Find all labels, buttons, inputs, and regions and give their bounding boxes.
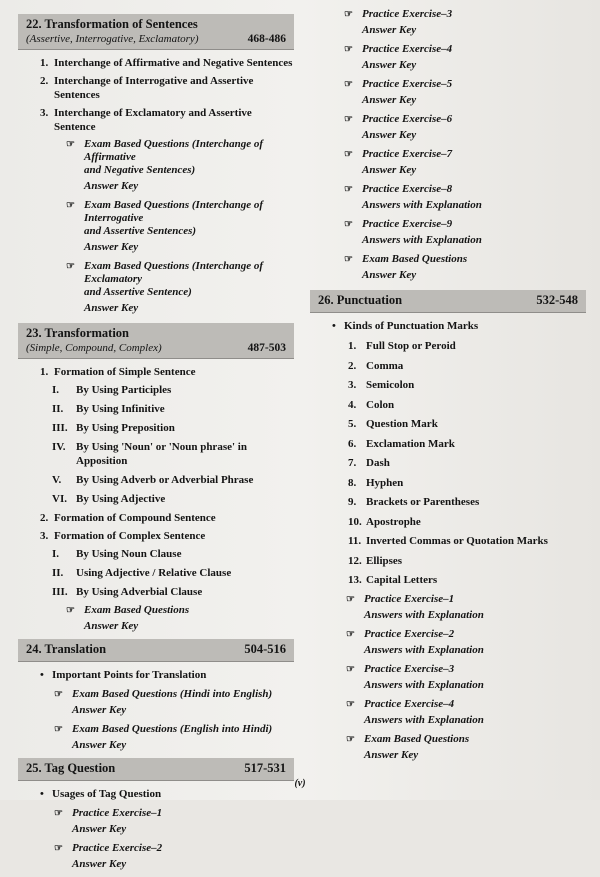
section-26-title: 26. Punctuation: [318, 293, 403, 307]
pointing-hand-icon: ☞: [66, 200, 75, 211]
section-22-list: [40, 56, 294, 315]
exercise-entry: ☞ Practice Exercise–9: [344, 218, 453, 230]
section-23-title: 23. Transformation: [26, 326, 130, 340]
pointing-hand-icon: ☞: [66, 261, 75, 272]
answer-key: Answers with Explanation: [364, 608, 484, 621]
pointing-hand-icon: ☞: [346, 698, 355, 710]
sub-list-item: I. By Using Noun Clause: [52, 548, 182, 560]
exercise-entry: ☞ Exam Based Questions: [344, 253, 468, 265]
list-item: 4. Colon: [348, 398, 395, 411]
bullet-item: • Usages of Tag Question: [40, 788, 162, 800]
exercise-entry: ☞ Exam Based Questions (Hindi into English): [54, 688, 273, 700]
section-23-pages: 487-503: [247, 342, 286, 354]
pointing-hand-icon: ☞: [54, 808, 63, 819]
pointing-hand-icon: ☞: [66, 605, 75, 616]
sub-list-item: I. By Using Participles: [52, 384, 172, 396]
pointing-hand-icon: ☞: [344, 79, 353, 90]
answer-key: Answers with Explanation: [362, 234, 482, 246]
list-item: 9. Brackets or Parentheses: [348, 496, 480, 508]
section-26-pages: 532-548: [536, 293, 578, 307]
exercise-entry: ☞ Exam Based Questions (Interchange of Interrogative and Assertive Sentences): [66, 199, 264, 237]
answer-key: Answer Key: [362, 129, 417, 141]
pointing-hand-icon: ☞: [344, 184, 353, 195]
exercise-entry: ☞ Practice Exercise–8: [344, 183, 453, 195]
exercise-entry: ☞ Exam Based Questions (Interchange of Affirmative and Negative Sentences): [66, 138, 264, 176]
pointing-hand-icon: ☞: [344, 149, 353, 160]
continued-exercises: [344, 8, 586, 282]
answer-key: Answers with Explanation: [364, 678, 484, 691]
exercise-entry: ☞ Practice Exercise–3: [344, 8, 453, 20]
pointing-hand-icon: ☞: [346, 628, 355, 640]
list-item: 1. Formation of Simple Sentence: [40, 366, 196, 378]
sub-list-item: V. By Using Adverb or Adverbial Phrase: [52, 474, 254, 486]
section-25-list: [40, 787, 294, 871]
exercise-entry: ☞ Practice Exercise–2: [54, 842, 163, 854]
section-23-list: [40, 365, 294, 633]
section-23-header: [18, 323, 294, 359]
section-22-header: [18, 14, 294, 50]
answer-key: Answers with Explanation: [364, 643, 484, 656]
pointing-hand-icon: ☞: [66, 139, 75, 150]
pointing-hand-icon: ☞: [346, 663, 355, 675]
pointing-hand-icon: ☞: [344, 9, 353, 20]
answer-key: Answer Key: [362, 94, 417, 106]
sub-list-item: II. By Using Infinitive: [52, 403, 165, 415]
list-item: 1. Interchange of Affirmative and Negative Sentences: [40, 57, 293, 69]
section-22-subtitle: (Assertive, Interrogative, Exclamatory): [26, 33, 199, 45]
section-23-subtitle: (Simple, Compound, Complex): [26, 342, 162, 354]
exercise-entry: ☞ Exam Based Questions: [346, 732, 470, 745]
answer-key: Answer Key: [72, 704, 127, 716]
sub-list-item: IV. By Using 'Noun' or 'Noun phrase' in Apposition: [52, 441, 247, 467]
exercise-entry: ☞ Exam Based Questions (English into Hindi): [54, 723, 273, 735]
list-item: 2. Interchange of Interrogative and Assertive Sentences: [40, 75, 254, 101]
exercise-entry: ☞ Practice Exercise–5: [344, 78, 453, 90]
sub-list-item: VI. By Using Adjective: [52, 493, 166, 505]
sub-list-item: II. Using Adjective / Relative Clause: [52, 567, 232, 579]
pointing-hand-icon: ☞: [344, 254, 353, 265]
list-item: 10. Apostrophe: [348, 515, 421, 528]
sub-list-item: III. By Using Preposition: [52, 422, 175, 434]
list-item: 8. Hyphen: [348, 476, 404, 489]
exercise-entry: ☞ Exam Based Questions (Interchange of Exclamatory and Assertive Sentence): [66, 260, 264, 298]
answer-key: Answer Key: [84, 302, 139, 314]
section-22-title: 22. Transformation of Sentences: [26, 17, 198, 31]
answer-key: Answer Key: [362, 269, 417, 281]
list-item: 2. Comma: [348, 359, 404, 372]
section-24-header: [18, 639, 294, 662]
section-25-title: 25. Tag Question: [26, 761, 116, 775]
exercise-entry: ☞ Practice Exercise–4: [344, 43, 453, 55]
exercise-entry: ☞ Practice Exercise–4: [346, 697, 455, 710]
answer-key: Answers with Explanation: [364, 713, 484, 726]
answer-key: Answer Key: [72, 858, 127, 870]
answer-key: Answer Key: [362, 24, 417, 36]
pointing-hand-icon: ☞: [346, 593, 355, 605]
answer-key: Answer Key: [72, 739, 127, 751]
exercise-entry: ☞ Practice Exercise–1: [54, 807, 163, 819]
section-26-header: [310, 290, 586, 313]
list-item: 2. Formation of Compound Sentence: [40, 512, 216, 524]
bullet-item: • Kinds of Punctuation Marks: [332, 320, 479, 332]
answer-key: Answer Key: [84, 620, 139, 632]
section-26-list: [332, 319, 586, 762]
answer-key: Answer Key: [362, 164, 417, 176]
list-item: 6. Exclamation Mark: [348, 437, 455, 450]
section-22-pages: 468-486: [247, 33, 286, 45]
exercise-entry: ☞ Practice Exercise–1: [346, 592, 455, 605]
pointing-hand-icon: ☞: [54, 724, 63, 735]
list-item: 7. Dash: [348, 457, 390, 469]
exercise-entry: ☞ Practice Exercise–7: [344, 148, 453, 160]
exercise-entry: ☞ Practice Exercise–2: [346, 627, 455, 640]
pointing-hand-icon: ☞: [344, 44, 353, 55]
pointing-hand-icon: ☞: [344, 219, 353, 230]
list-item: 13. Capital Letters: [348, 574, 438, 586]
list-item: 12. Ellipses: [348, 554, 403, 567]
sub-list-item: III. By Using Adverbial Clause: [52, 586, 203, 598]
list-item: 3. Interchange of Exclamatory and Assertive Sentence: [40, 107, 252, 133]
pointing-hand-icon: ☞: [54, 843, 63, 854]
answer-key: Answer Key: [84, 180, 139, 192]
exercise-entry: ☞ Practice Exercise–3: [346, 662, 455, 675]
section-24-pages: 504-516: [244, 642, 286, 656]
exercise-entry: ☞ Practice Exercise–6: [344, 113, 453, 125]
list-item: 3. Semicolon: [348, 379, 415, 391]
answer-key: Answer Key: [362, 59, 417, 71]
page-number: (v): [294, 778, 306, 789]
section-25-pages: 517-531: [244, 761, 286, 775]
bullet-item: • Important Points for Translation: [40, 669, 207, 681]
pointing-hand-icon: ☞: [344, 114, 353, 125]
answer-key: Answer Key: [84, 241, 139, 253]
pointing-hand-icon: ☞: [346, 733, 355, 745]
section-24-list: [40, 668, 294, 752]
left-column: [18, 14, 294, 877]
list-item: 1. Full Stop or Peroid: [348, 340, 456, 352]
answer-key: Answer Key: [72, 823, 127, 835]
pointing-hand-icon: ☞: [54, 689, 63, 700]
list-item: 3. Formation of Complex Sentence: [40, 530, 206, 542]
right-column: [310, 8, 586, 768]
section-24-title: 24. Translation: [26, 642, 107, 656]
list-item: 11. Inverted Commas or Quotation Marks: [348, 535, 548, 547]
list-item: 5. Question Mark: [348, 418, 438, 430]
answer-key: Answer Key: [364, 748, 419, 761]
exercise-entry: ☞ Exam Based Questions: [66, 604, 190, 616]
answer-key: Answers with Explanation: [362, 199, 482, 211]
